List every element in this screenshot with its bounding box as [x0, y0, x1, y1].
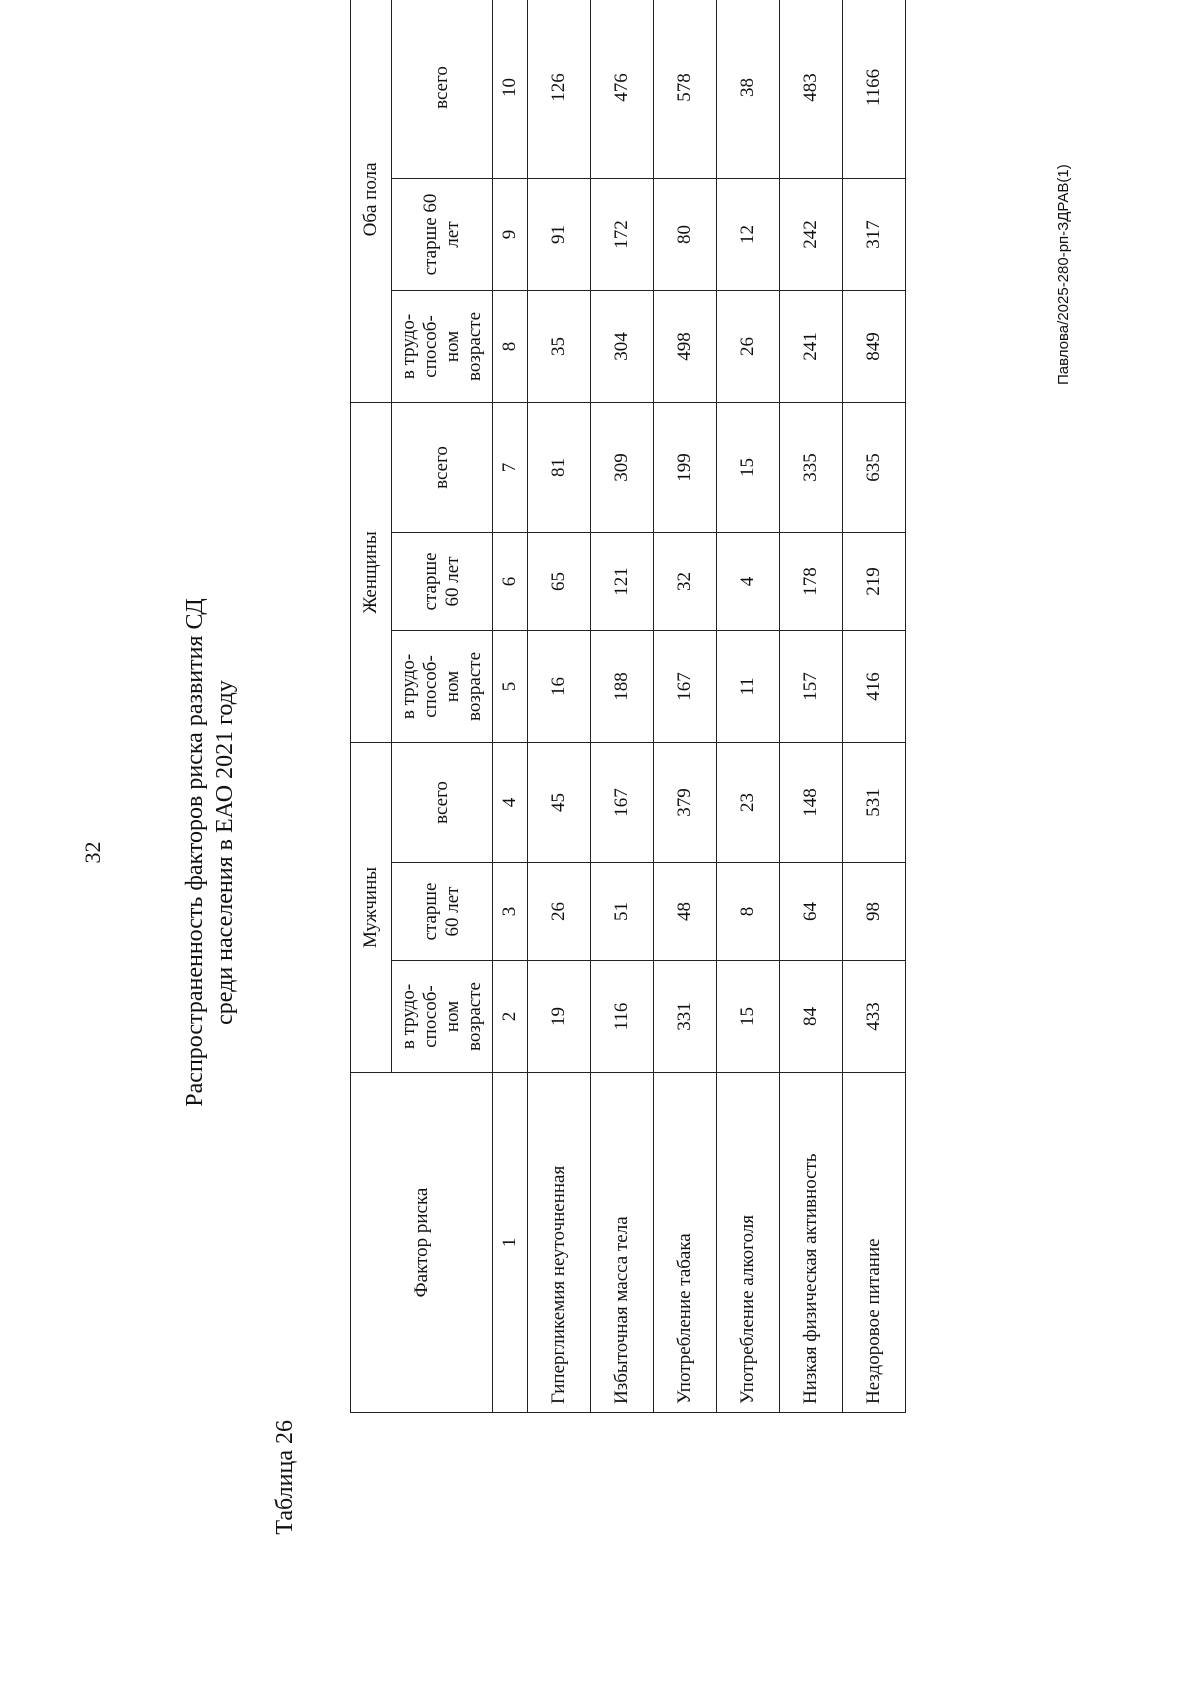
table-label: Таблица 26 — [272, 1420, 298, 1535]
table-cell-value: 48 — [654, 863, 717, 961]
table-cell-value: 309 — [591, 402, 654, 532]
table-cell-value: 121 — [591, 532, 654, 630]
column-number: 1 — [493, 1073, 528, 1413]
table-cell-value: 199 — [654, 402, 717, 532]
table-cell-value: 172 — [591, 178, 654, 290]
subheader-men-total: всего — [392, 742, 493, 862]
factor-column-header: Фактор риска — [351, 1073, 493, 1413]
table-cell-value: 45 — [528, 742, 591, 862]
column-number-row — [493, 0, 528, 1413]
table-cell-value: 335 — [780, 402, 843, 532]
column-number: 9 — [493, 178, 528, 290]
table-cell-value: 23 — [717, 742, 780, 862]
subheader-line: ном — [442, 1000, 463, 1033]
table-cell-value: 35 — [528, 290, 591, 402]
table-cell-value: 483 — [780, 0, 843, 178]
column-number: 6 — [493, 532, 528, 630]
table-cell-value: 65 — [528, 532, 591, 630]
table-cell-value: 416 — [843, 630, 906, 742]
subheader-both-total: всего — [392, 0, 493, 178]
table-row — [843, 0, 906, 1413]
column-number: 2 — [493, 961, 528, 1073]
subheader-men-working-age — [392, 961, 493, 1073]
risk-factor-name: Нездоровое питание — [843, 1073, 906, 1413]
table-cell-value: 116 — [591, 961, 654, 1073]
table-cell-value: 98 — [843, 863, 906, 961]
table-cell-value: 15 — [717, 402, 780, 532]
table-cell-value: 849 — [843, 290, 906, 402]
table-cell-value: 16 — [528, 630, 591, 742]
subheader-line: ном — [442, 670, 463, 703]
table-cell-value: 26 — [717, 290, 780, 402]
table-cell-value: 80 — [654, 178, 717, 290]
table-row — [654, 0, 717, 1413]
table-cell-value: 578 — [654, 0, 717, 178]
subheader-line: старше 60 — [420, 193, 441, 276]
table-row — [528, 0, 591, 1413]
table-row — [780, 0, 843, 1413]
table-cell-value: 148 — [780, 742, 843, 862]
subheader-line: ном — [442, 330, 463, 363]
table-row — [717, 0, 780, 1413]
subheader-line: 60 лет — [442, 886, 463, 937]
table-body — [493, 0, 906, 1413]
column-number: 10 — [493, 0, 528, 178]
table-cell-value: 126 — [528, 0, 591, 178]
table-cell-value: 81 — [528, 402, 591, 532]
table-row — [591, 0, 654, 1413]
table-cell-value: 433 — [843, 961, 906, 1073]
table-cell-value: 167 — [654, 630, 717, 742]
title-line-2: среди населения в ЕАО 2021 году — [212, 680, 238, 1025]
subheader-line: 60 лет — [442, 556, 463, 607]
table-cell-value: 64 — [780, 863, 843, 961]
group-header-men: Мужчины — [351, 742, 392, 1072]
risk-factor-table-wrap — [350, 66, 906, 1413]
subheader-line: в трудо- — [398, 313, 419, 380]
page-number: 32 — [80, 841, 105, 864]
group-header-women: Женщины — [351, 402, 392, 742]
column-number: 5 — [493, 630, 528, 742]
risk-factor-name: Гипергликемия неуточненная — [528, 1073, 591, 1413]
table-cell-value: 11 — [717, 630, 780, 742]
risk-factor-name: Низкая физическая активность — [780, 1073, 843, 1413]
column-number: 8 — [493, 290, 528, 402]
table-cell-value: 12 — [717, 178, 780, 290]
document-registry-code: Павлова/2025-280-рп-ЗДРАВ(1) — [1055, 164, 1072, 385]
risk-factor-name: Употребление алкоголя — [717, 1073, 780, 1413]
table-cell-value: 379 — [654, 742, 717, 862]
table-cell-value: 51 — [591, 863, 654, 961]
subheader-line: способ- — [420, 985, 441, 1048]
subheader-line: способ- — [420, 655, 441, 718]
table-cell-value: 38 — [717, 0, 780, 178]
risk-factor-table — [350, 0, 906, 1413]
table-cell-value: 242 — [780, 178, 843, 290]
table-cell-value: 531 — [843, 742, 906, 862]
table-cell-value: 8 — [717, 863, 780, 961]
title-line-1: Распространенность факторов риска развития СД — [182, 598, 208, 1107]
subheader-men-over60 — [392, 863, 493, 961]
group-header-both: Оба пола — [351, 0, 392, 402]
subheader-women-over60 — [392, 532, 493, 630]
header-row-groups — [351, 0, 392, 1413]
table-cell-value: 157 — [780, 630, 843, 742]
subheader-line: возрасте — [464, 652, 485, 721]
table-cell-value: 476 — [591, 0, 654, 178]
subheader-line: возрасте — [464, 312, 485, 381]
table-cell-value: 32 — [654, 532, 717, 630]
column-number: 3 — [493, 863, 528, 961]
table-cell-value: 178 — [780, 532, 843, 630]
column-number: 7 — [493, 402, 528, 532]
risk-factor-name: Употребление табака — [654, 1073, 717, 1413]
table-cell-value: 15 — [717, 961, 780, 1073]
subheader-line: в трудо- — [398, 983, 419, 1050]
subheader-line: старше — [420, 882, 441, 941]
table-cell-value: 498 — [654, 290, 717, 402]
subheader-line: в трудо- — [398, 653, 419, 720]
table-cell-value: 84 — [780, 961, 843, 1073]
table-cell-value: 91 — [528, 178, 591, 290]
document-title — [180, 0, 240, 1705]
table-cell-value: 635 — [843, 402, 906, 532]
subheader-both-working-age — [392, 290, 493, 402]
table-cell-value: 317 — [843, 178, 906, 290]
subheader-women-total: всего — [392, 402, 493, 532]
subheader-line: возрасте — [464, 982, 485, 1051]
table-cell-value: 4 — [717, 532, 780, 630]
table-cell-value: 19 — [528, 961, 591, 1073]
table-cell-value: 241 — [780, 290, 843, 402]
table-cell-value: 188 — [591, 630, 654, 742]
table-label-wrap — [272, 0, 299, 1705]
subheader-line: способ- — [420, 315, 441, 378]
table-cell-value: 167 — [591, 742, 654, 862]
table-cell-value: 1166 — [843, 0, 906, 178]
column-number: 4 — [493, 742, 528, 862]
table-cell-value: 331 — [654, 961, 717, 1073]
risk-factor-name: Избыточная масса тела — [591, 1073, 654, 1413]
subheader-line: лет — [442, 221, 463, 248]
table-cell-value: 219 — [843, 532, 906, 630]
table-cell-value: 304 — [591, 290, 654, 402]
subheader-line: старше — [420, 552, 441, 611]
table-cell-value: 26 — [528, 863, 591, 961]
subheader-both-over60 — [392, 178, 493, 290]
subheader-women-working-age — [392, 630, 493, 742]
